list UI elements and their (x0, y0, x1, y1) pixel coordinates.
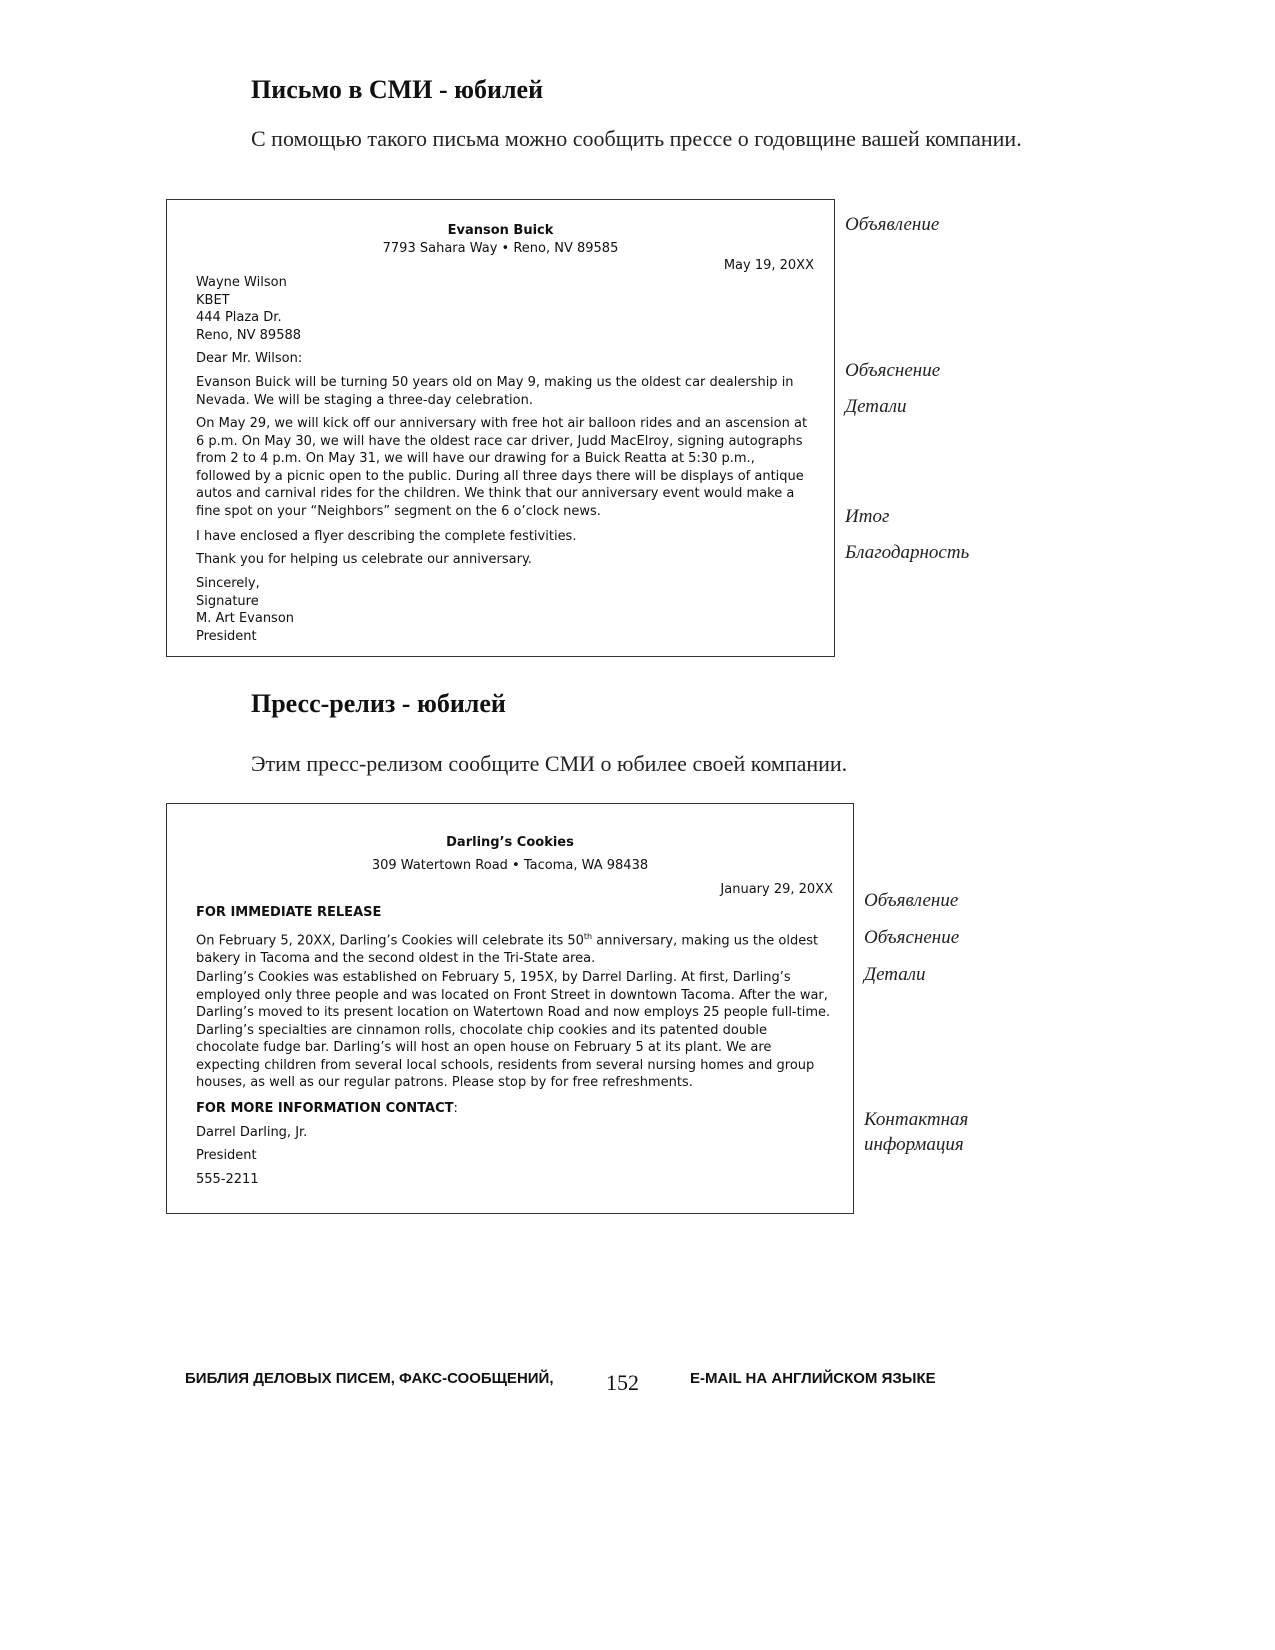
letter-closing-block (196, 575, 294, 645)
letter-closing-line: Signature (196, 593, 259, 609)
release-date: January 29, 20XX (720, 882, 833, 897)
letter-recipient-block (196, 274, 301, 344)
release-contact-title: President (196, 1148, 257, 1163)
letter-recipient-line: 444 Plaza Dr. (196, 310, 282, 325)
release-paragraph-text: On February 5, 20XX, Darling’s Cookies will celebrate its 50 (196, 933, 584, 949)
letter-example-box (166, 199, 835, 657)
letter-closing-line: M. Art Evanson (196, 611, 295, 626)
page-number: 152 (606, 1370, 639, 1395)
release-contact-colon: : (453, 1101, 458, 1116)
footer-right-text: E-MAIL НА АНГЛИЙСКОМ ЯЗЫКЕ (690, 1370, 936, 1387)
release-contact-label: FOR MORE INFORMATION CONTACT (196, 1101, 454, 1116)
letter-paragraph: Evanson Buick will be turning 50 years old on May 9, making us the oldest car dealership in Nevada. We will be staging a three-day celebration. (196, 375, 794, 408)
letter-company: Evanson Buick (447, 223, 554, 238)
release-note-explanation: Объяснение (864, 927, 960, 948)
letter-recipient-line: Wayne Wilson (196, 275, 287, 290)
release-note-contact: Контактная (864, 1109, 969, 1130)
release-contact-heading (196, 1100, 458, 1118)
letter-note-announcement: Объявление (845, 214, 940, 235)
release-paragraph (196, 928, 831, 967)
release-note-announcement: Объявление (864, 890, 959, 911)
release-note-details: Детали (864, 964, 926, 985)
letter-note-summary: Итог (845, 506, 890, 527)
release-contact-phone: 555-2211 (196, 1172, 259, 1187)
section1-intro: С помощью такого письма можно сообщить прессе о годовщине вашей компании. (251, 126, 1022, 151)
letter-closing-line: Sincerely, (196, 576, 260, 591)
letter-paragraph: I have enclosed a flyer describing the complete festivities. (196, 529, 577, 544)
letter-recipient-line: Reno, NV 89588 (196, 327, 302, 343)
release-paragraph: Darling’s Cookies was established on February 5, 195X, by Darrel Darling. At first, Darling’s employed only three people and was located on Front Street in downtown Tacoma. After the war, Darling’s moved to its present location on Watertown Road and now employs 25 people full-time. Darling’s specialties are cinnamon rolls, chocolate chip cookies and its patented double chocolate fudge bar. Darling’s will host an open house on February 5 at its plant. We are expecting children from several local schools, residents from several nursing homes and group houses, as well as our regular patrons. Please stop by for free refreshments. (196, 970, 831, 1090)
section2-heading: Пресс-релиз - юбилей (251, 689, 506, 718)
release-immediate-label: FOR IMMEDIATE RELEASE (196, 905, 382, 920)
letter-paragraph: On May 29, we will kick off our anniversary with free hot air balloon rides and an ascension at 6 p.m. On May 30, we will have the oldest race car driver, Judd MacElroy, signing autographs from 2 to 4 p.m. On May 31, we will have our drawing for a Buick Reatta at 5:30 p.m., followed by a picnic open to the public. During all three days there will be displays of antique autos and carnival rides for the children. We think that our anniversary event would make a fine spot on your “Neighbors” segment on the 6 o’clock news. (196, 416, 808, 519)
letter-date: May 19, 20XX (723, 258, 814, 273)
letter-recipient-line: KBET (196, 292, 230, 308)
letter-note-thanks: Благодарность (845, 542, 970, 563)
letter-closing-line: President (196, 628, 257, 644)
section2-intro: Этим пресс-релизом сообщите СМИ о юбилее своей компании. (251, 751, 848, 776)
footer-left-text: БИБЛИЯ ДЕЛОВЫХ ПИСЕМ, ФАКС-СООБЩЕНИЙ, (185, 1370, 554, 1387)
letter-paragraph: Thank you for helping us celebrate our anniversary. (196, 552, 532, 567)
release-contact-name: Darrel Darling, Jr. (196, 1125, 308, 1140)
release-paragraph-text: anniversary, making us the oldest bakery in Tacoma and the second oldest in the Tri-State area. (196, 933, 819, 966)
letter-note-details: Детали (845, 396, 907, 417)
ordinal-suffix: th (583, 932, 593, 941)
release-note-info: информация (864, 1134, 964, 1155)
letter-greeting: Dear Mr. Wilson: (196, 351, 303, 366)
section1-heading: Письмо в СМИ - юбилей (251, 75, 544, 104)
press-release-example-box (166, 803, 854, 1214)
letter-address: 7793 Sahara Way • Reno, NV 89585 (382, 241, 619, 256)
letter-note-explanation: Объяснение (845, 360, 941, 381)
release-company: Darling’s Cookies (446, 835, 574, 850)
release-address: 309 Watertown Road • Tacoma, WA 98438 (371, 858, 649, 873)
